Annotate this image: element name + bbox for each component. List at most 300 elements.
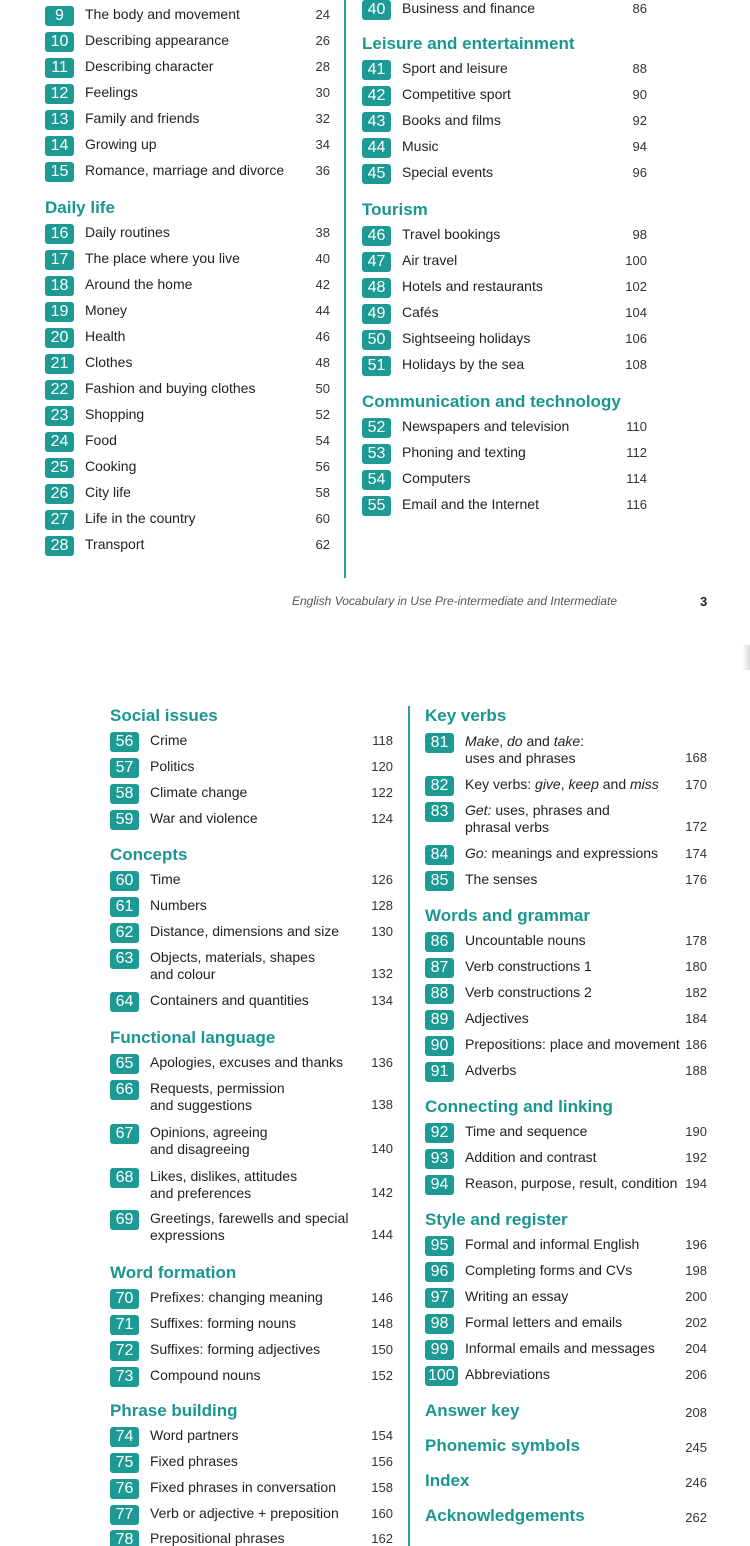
section-heading: Communication and technology [362, 392, 621, 411]
page-number: 154 [371, 1428, 393, 1443]
unit-title: Growing up [85, 136, 157, 152]
unit-title-line: and preferences [150, 1185, 252, 1201]
section-heading: Phrase building [110, 1401, 238, 1420]
unit-entry[interactable] [45, 510, 330, 532]
page-number: 106 [625, 331, 647, 346]
unit-number-badge: 92 [425, 1123, 454, 1143]
unit-entry[interactable] [45, 276, 330, 298]
unit-title: Cafés [402, 304, 439, 320]
unit-title: Sport and leisure [402, 60, 508, 76]
unit-entry[interactable] [425, 1010, 707, 1032]
unit-title: Suffixes: forming adjectives [150, 1341, 321, 1357]
contents-page-4 [0, 670, 750, 1546]
unit-entry[interactable] [425, 1236, 707, 1258]
unit-title: Verb constructions 1 [465, 958, 592, 974]
unit-entry[interactable] [362, 356, 647, 378]
unit-entry[interactable] [45, 162, 330, 184]
unit-entry[interactable] [425, 1123, 707, 1145]
page-number: 130 [371, 924, 393, 939]
unit-entry[interactable] [110, 992, 393, 1014]
page-number: 168 [685, 750, 707, 765]
page-number: 98 [632, 227, 647, 242]
unit-title: Computers [402, 470, 471, 486]
back-matter-title: Index [425, 1471, 470, 1490]
page-number: 122 [371, 785, 393, 800]
unit-number-badge: 67 [110, 1124, 139, 1144]
unit-number-badge: 81 [425, 733, 454, 753]
unit-entry[interactable] [362, 470, 647, 492]
unit-title: Writing an essay [465, 1288, 569, 1304]
unit-entry[interactable] [45, 250, 330, 272]
unit-number-badge: 51 [362, 356, 391, 376]
unit-number-badge: 74 [110, 1427, 139, 1447]
unit-title: Informal emails and messages [465, 1340, 655, 1356]
unit-title: Special events [402, 164, 494, 180]
unit-entry[interactable] [362, 444, 647, 466]
unit-entry[interactable] [110, 1210, 393, 1250]
unit-entry[interactable] [362, 496, 647, 518]
unit-title: Fashion and buying clothes [85, 380, 256, 396]
unit-title: Verb or adjective + preposition [150, 1505, 339, 1521]
unit-entry[interactable] [425, 1036, 707, 1058]
unit-entry[interactable] [425, 1062, 707, 1084]
unit-entry[interactable] [425, 802, 707, 842]
page-number: 50 [315, 381, 330, 396]
unit-number-badge: 12 [45, 84, 74, 104]
page-number: 262 [685, 1510, 707, 1525]
unit-title: Adjectives [465, 1010, 529, 1026]
page-number: 245 [685, 1440, 707, 1455]
unit-entry[interactable] [45, 136, 330, 158]
unit-entry[interactable] [425, 984, 707, 1006]
unit-entry[interactable] [110, 1367, 393, 1389]
unit-entry[interactable] [110, 1080, 393, 1120]
unit-title: Fixed phrases [150, 1453, 238, 1469]
unit-entry[interactable] [45, 328, 330, 350]
page-number: 178 [685, 933, 707, 948]
unit-number-badge: 52 [362, 418, 391, 438]
page-number: 126 [371, 872, 393, 887]
unit-title: Prefixes: changing meaning [150, 1289, 323, 1305]
unit-title: Abbreviations [465, 1366, 550, 1382]
page-number: 194 [685, 1176, 707, 1191]
page-number: 60 [315, 511, 330, 526]
unit-number-badge: 27 [45, 510, 74, 530]
unit-entry[interactable] [110, 784, 393, 806]
unit-number-badge: 57 [110, 758, 139, 778]
unit-entry[interactable] [362, 226, 647, 248]
unit-number-badge: 47 [362, 252, 391, 272]
unit-title: Suffixes: forming nouns [150, 1315, 297, 1331]
unit-number-badge: 17 [45, 250, 74, 270]
unit-title: Reason, purpose, result, condition [465, 1175, 678, 1191]
unit-entry[interactable] [110, 923, 393, 945]
unit-entry[interactable] [362, 252, 647, 274]
page-gap [0, 625, 750, 670]
unit-number-badge: 49 [362, 304, 391, 324]
page-number: 176 [685, 872, 707, 887]
unit-entry[interactable] [110, 732, 393, 754]
page-number: 134 [371, 993, 393, 1008]
page-number: 158 [371, 1480, 393, 1495]
unit-title [150, 1210, 348, 1244]
page-number: 132 [371, 966, 393, 981]
unit-number-badge: 87 [425, 958, 454, 978]
page-number: 202 [685, 1315, 707, 1330]
page-number: 58 [315, 485, 330, 500]
page-number: 142 [371, 1185, 393, 1200]
unit-title-line: Objects, materials, shapes [150, 949, 315, 965]
unit-entry[interactable] [362, 60, 647, 82]
page-number: 136 [371, 1055, 393, 1070]
unit-title: War and violence [150, 810, 258, 826]
page-number: 198 [685, 1263, 707, 1278]
unit-number-badge: 28 [45, 536, 74, 556]
unit-title: Time and sequence [465, 1123, 588, 1139]
page-number: 46 [315, 329, 330, 344]
unit-entry[interactable] [110, 1427, 393, 1449]
unit-title: Prepositional phrases [150, 1530, 285, 1546]
unit-number-badge: 43 [362, 112, 391, 132]
unit-entry[interactable] [45, 6, 330, 28]
page-number: 124 [371, 811, 393, 826]
page-number: 160 [371, 1506, 393, 1521]
section-heading: Connecting and linking [425, 1097, 613, 1116]
page-number: 200 [685, 1289, 707, 1304]
page-number: 182 [685, 985, 707, 1000]
unit-entry[interactable] [425, 1340, 707, 1362]
unit-entry[interactable] [425, 1262, 707, 1284]
unit-title-line: and suggestions [150, 1097, 252, 1113]
unit-title: Food [85, 432, 117, 448]
unit-entry[interactable] [362, 418, 647, 440]
page-number: 52 [315, 407, 330, 422]
section-heading: Functional language [110, 1028, 276, 1047]
unit-number-badge: 72 [110, 1341, 139, 1361]
unit-number-badge: 42 [362, 86, 391, 106]
back-matter-entry[interactable] [425, 1401, 707, 1425]
section-heading: Style and register [425, 1210, 568, 1229]
unit-entry[interactable] [45, 84, 330, 106]
unit-number-badge: 10 [45, 32, 74, 52]
section-heading: Key verbs [425, 706, 507, 725]
page-number: 44 [315, 303, 330, 318]
page-number: 28 [315, 59, 330, 74]
unit-number-badge: 59 [110, 810, 139, 830]
page-number: 62 [315, 537, 330, 552]
section-heading: Social issues [110, 706, 218, 725]
section-heading: Concepts [110, 845, 188, 864]
page-number: 174 [685, 846, 707, 861]
unit-entry[interactable] [110, 1479, 393, 1501]
unit-title [150, 1124, 268, 1158]
unit-number-badge: 76 [110, 1479, 139, 1499]
page-number: 36 [315, 163, 330, 178]
unit-number-badge: 97 [425, 1288, 454, 1308]
unit-entry[interactable] [110, 810, 393, 832]
unit-number-badge: 94 [425, 1175, 454, 1195]
unit-entry[interactable] [425, 1288, 707, 1310]
unit-entry[interactable] [45, 58, 330, 80]
unit-number-badge: 55 [362, 496, 391, 516]
unit-number-badge: 14 [45, 136, 74, 156]
back-matter-title: Phonemic symbols [425, 1436, 580, 1455]
unit-title: Apologies, excuses and thanks [150, 1054, 344, 1070]
page-number: 92 [632, 113, 647, 128]
unit-number-badge: 40 [362, 0, 391, 20]
page-number: 112 [626, 445, 647, 460]
unit-number-badge: 13 [45, 110, 74, 130]
unit-number-badge: 64 [110, 992, 139, 1012]
unit-title: City life [85, 484, 131, 500]
page-number: 246 [685, 1475, 707, 1490]
page-number: 42 [315, 277, 330, 292]
unit-entry[interactable] [110, 1530, 393, 1546]
unit-entry[interactable] [362, 0, 647, 22]
unit-title: Competitive sport [402, 86, 511, 102]
unit-entry[interactable] [362, 112, 647, 134]
unit-title: Formal and informal English [465, 1236, 640, 1252]
unit-entry[interactable] [362, 86, 647, 108]
unit-title: Air travel [402, 252, 458, 268]
unit-entry[interactable] [45, 302, 330, 324]
unit-number-badge: 23 [45, 406, 74, 426]
unit-entry[interactable] [425, 733, 707, 773]
unit-title [465, 733, 584, 767]
unit-title: Business and finance [402, 0, 536, 16]
unit-title: Transport [85, 536, 145, 552]
page-number: 94 [632, 139, 647, 154]
unit-title-line: Likes, dislikes, attitudes [150, 1168, 298, 1184]
page-number: 196 [685, 1237, 707, 1252]
unit-title: Holidays by the sea [402, 356, 525, 372]
unit-entry[interactable] [425, 776, 707, 798]
unit-title-line: expressions [150, 1227, 225, 1243]
unit-title: Sightseeing holidays [402, 330, 531, 346]
unit-entry[interactable] [110, 897, 393, 919]
page-number: 38 [315, 225, 330, 240]
unit-number-badge: 83 [425, 802, 454, 822]
unit-number-badge: 90 [425, 1036, 454, 1056]
unit-number-badge: 100 [425, 1366, 458, 1386]
unit-number-badge: 60 [110, 871, 139, 891]
unit-entry[interactable] [110, 1505, 393, 1527]
unit-entry[interactable] [45, 110, 330, 132]
unit-number-badge: 96 [425, 1262, 454, 1282]
unit-number-badge: 75 [110, 1453, 139, 1473]
unit-entry[interactable] [362, 278, 647, 300]
page-number: 156 [371, 1454, 393, 1469]
page-number: 90 [632, 87, 647, 102]
unit-title: Music [402, 138, 439, 154]
unit-number-badge: 69 [110, 1210, 139, 1230]
unit-number-badge: 26 [45, 484, 74, 504]
page-number: 188 [685, 1063, 707, 1078]
unit-title: Email and the Internet [402, 496, 539, 512]
unit-title: Distance, dimensions and size [150, 923, 340, 939]
unit-number-badge: 11 [45, 58, 74, 78]
page-number: 24 [315, 7, 330, 22]
unit-title: Cooking [85, 458, 137, 474]
unit-title: Crime [150, 732, 188, 748]
unit-entry[interactable] [110, 1168, 393, 1208]
page-number: 32 [315, 111, 330, 126]
contents-column-left [45, 0, 330, 570]
unit-entry[interactable] [425, 1175, 707, 1197]
unit-title: Newspapers and television [402, 418, 570, 434]
unit-entry[interactable] [45, 536, 330, 558]
unit-number-badge: 62 [110, 923, 139, 943]
page-number: 104 [625, 305, 647, 320]
unit-number-badge: 63 [110, 949, 139, 969]
unit-entry[interactable] [425, 958, 707, 980]
back-matter-entry[interactable] [425, 1436, 707, 1460]
unit-entry[interactable] [45, 406, 330, 428]
unit-entry[interactable] [425, 1314, 707, 1336]
unit-title: Feelings [85, 84, 138, 100]
section-heading: Word formation [110, 1263, 237, 1282]
unit-entry[interactable] [425, 1366, 707, 1388]
unit-entry[interactable] [45, 380, 330, 402]
unit-title: Describing character [85, 58, 214, 74]
page-number: 152 [371, 1368, 393, 1383]
unit-entry[interactable] [362, 138, 647, 160]
unit-title: Hotels and restaurants [402, 278, 543, 294]
unit-entry[interactable] [110, 949, 393, 989]
unit-number-badge: 65 [110, 1054, 139, 1074]
unit-title-line: Get: uses, phrases and [465, 802, 610, 818]
section-heading: Words and grammar [425, 906, 591, 925]
page-number: 206 [685, 1367, 707, 1382]
unit-number-badge: 66 [110, 1080, 139, 1100]
unit-entry[interactable] [45, 458, 330, 480]
unit-title: Formal letters and emails [465, 1314, 623, 1330]
unit-title: Romance, marriage and divorce [85, 162, 285, 178]
unit-number-badge: 84 [425, 845, 454, 865]
unit-title: The body and movement [85, 6, 240, 22]
unit-number-badge: 15 [45, 162, 74, 182]
unit-title: Numbers [150, 897, 207, 913]
unit-title: Uncountable nouns [465, 932, 586, 948]
unit-number-badge: 45 [362, 164, 391, 184]
unit-title: Travel bookings [402, 226, 501, 242]
unit-number-badge: 56 [110, 732, 139, 752]
unit-number-badge: 71 [110, 1315, 139, 1335]
page-number: 40 [315, 251, 330, 266]
unit-title [150, 1168, 297, 1202]
unit-title: Completing forms and CVs [465, 1262, 633, 1278]
unit-entry[interactable] [362, 304, 647, 326]
unit-entry[interactable] [362, 164, 647, 186]
unit-number-badge: 85 [425, 871, 454, 891]
unit-entry[interactable] [110, 1315, 393, 1337]
unit-title: The place where you live [85, 250, 240, 266]
unit-entry[interactable] [425, 845, 707, 867]
unit-number-badge: 16 [45, 224, 74, 244]
unit-number-badge: 98 [425, 1314, 454, 1334]
back-matter-entry[interactable] [425, 1506, 707, 1530]
unit-title: Climate change [150, 784, 248, 800]
unit-number-badge: 24 [45, 432, 74, 452]
unit-title: Politics [150, 758, 195, 774]
unit-number-badge: 82 [425, 776, 454, 796]
contents-column-right [425, 670, 707, 1546]
page-number: 204 [685, 1341, 707, 1356]
unit-title: Key verbs: give, keep and miss [465, 776, 659, 792]
unit-title: Health [85, 328, 126, 344]
unit-title: The senses [465, 871, 538, 887]
unit-entry[interactable] [45, 354, 330, 376]
unit-title-line: Opinions, agreeing [150, 1124, 268, 1140]
page-number: 110 [626, 419, 647, 434]
unit-number-badge: 19 [45, 302, 74, 322]
unit-entry[interactable] [362, 330, 647, 352]
unit-number-badge: 48 [362, 278, 391, 298]
unit-entry[interactable] [425, 932, 707, 954]
unit-number-badge: 89 [425, 1010, 454, 1030]
contents-column-left [110, 670, 393, 1546]
unit-title-line: Requests, permission [150, 1080, 285, 1096]
unit-number-badge: 20 [45, 328, 74, 348]
unit-entry[interactable] [110, 871, 393, 893]
page-number: 30 [315, 85, 330, 100]
unit-number-badge: 70 [110, 1289, 139, 1309]
page-number: 162 [371, 1531, 393, 1546]
unit-entry[interactable] [110, 1453, 393, 1475]
unit-title: Clothes [85, 354, 133, 370]
page-number: 180 [685, 959, 707, 974]
page-number: 192 [685, 1150, 707, 1165]
unit-entry[interactable] [110, 758, 393, 780]
unit-entry[interactable] [45, 224, 330, 246]
unit-entry[interactable] [110, 1124, 393, 1164]
unit-entry[interactable] [110, 1054, 393, 1076]
unit-title [150, 949, 315, 983]
unit-number-badge: 58 [110, 784, 139, 804]
unit-title-line: Make, do and take: [465, 733, 585, 749]
unit-number-badge: 68 [110, 1168, 139, 1188]
unit-entry[interactable] [425, 1149, 707, 1171]
page-number: 108 [625, 357, 647, 372]
page-number: 120 [371, 759, 393, 774]
page-number: 140 [371, 1141, 393, 1156]
unit-entry[interactable] [45, 484, 330, 506]
unit-entry[interactable] [110, 1341, 393, 1363]
back-matter-title: Acknowledgements [425, 1506, 585, 1525]
unit-title: Verb constructions 2 [465, 984, 592, 1000]
page-number: 208 [685, 1405, 707, 1420]
unit-title: Time [150, 871, 181, 887]
page-number: 190 [685, 1124, 707, 1139]
unit-entry[interactable] [110, 1289, 393, 1311]
unit-title-line: phrasal verbs [465, 819, 550, 835]
unit-number-badge: 88 [425, 984, 454, 1004]
page-number: 54 [315, 433, 330, 448]
page-number: 116 [626, 497, 647, 512]
page-number: 148 [371, 1316, 393, 1331]
running-footer: English Vocabulary in Use Pre-intermediate and Intermediate [292, 594, 618, 608]
unit-number-badge: 50 [362, 330, 391, 350]
back-matter-entry[interactable] [425, 1471, 707, 1495]
unit-entry[interactable] [425, 871, 707, 893]
unit-entry[interactable] [45, 32, 330, 54]
page-number: 144 [371, 1227, 393, 1242]
unit-number-badge: 78 [110, 1530, 139, 1546]
unit-entry[interactable] [45, 432, 330, 454]
page-number: 172 [685, 819, 707, 834]
unit-title: Addition and contrast [465, 1149, 597, 1165]
unit-title-line: and disagreeing [150, 1141, 250, 1157]
